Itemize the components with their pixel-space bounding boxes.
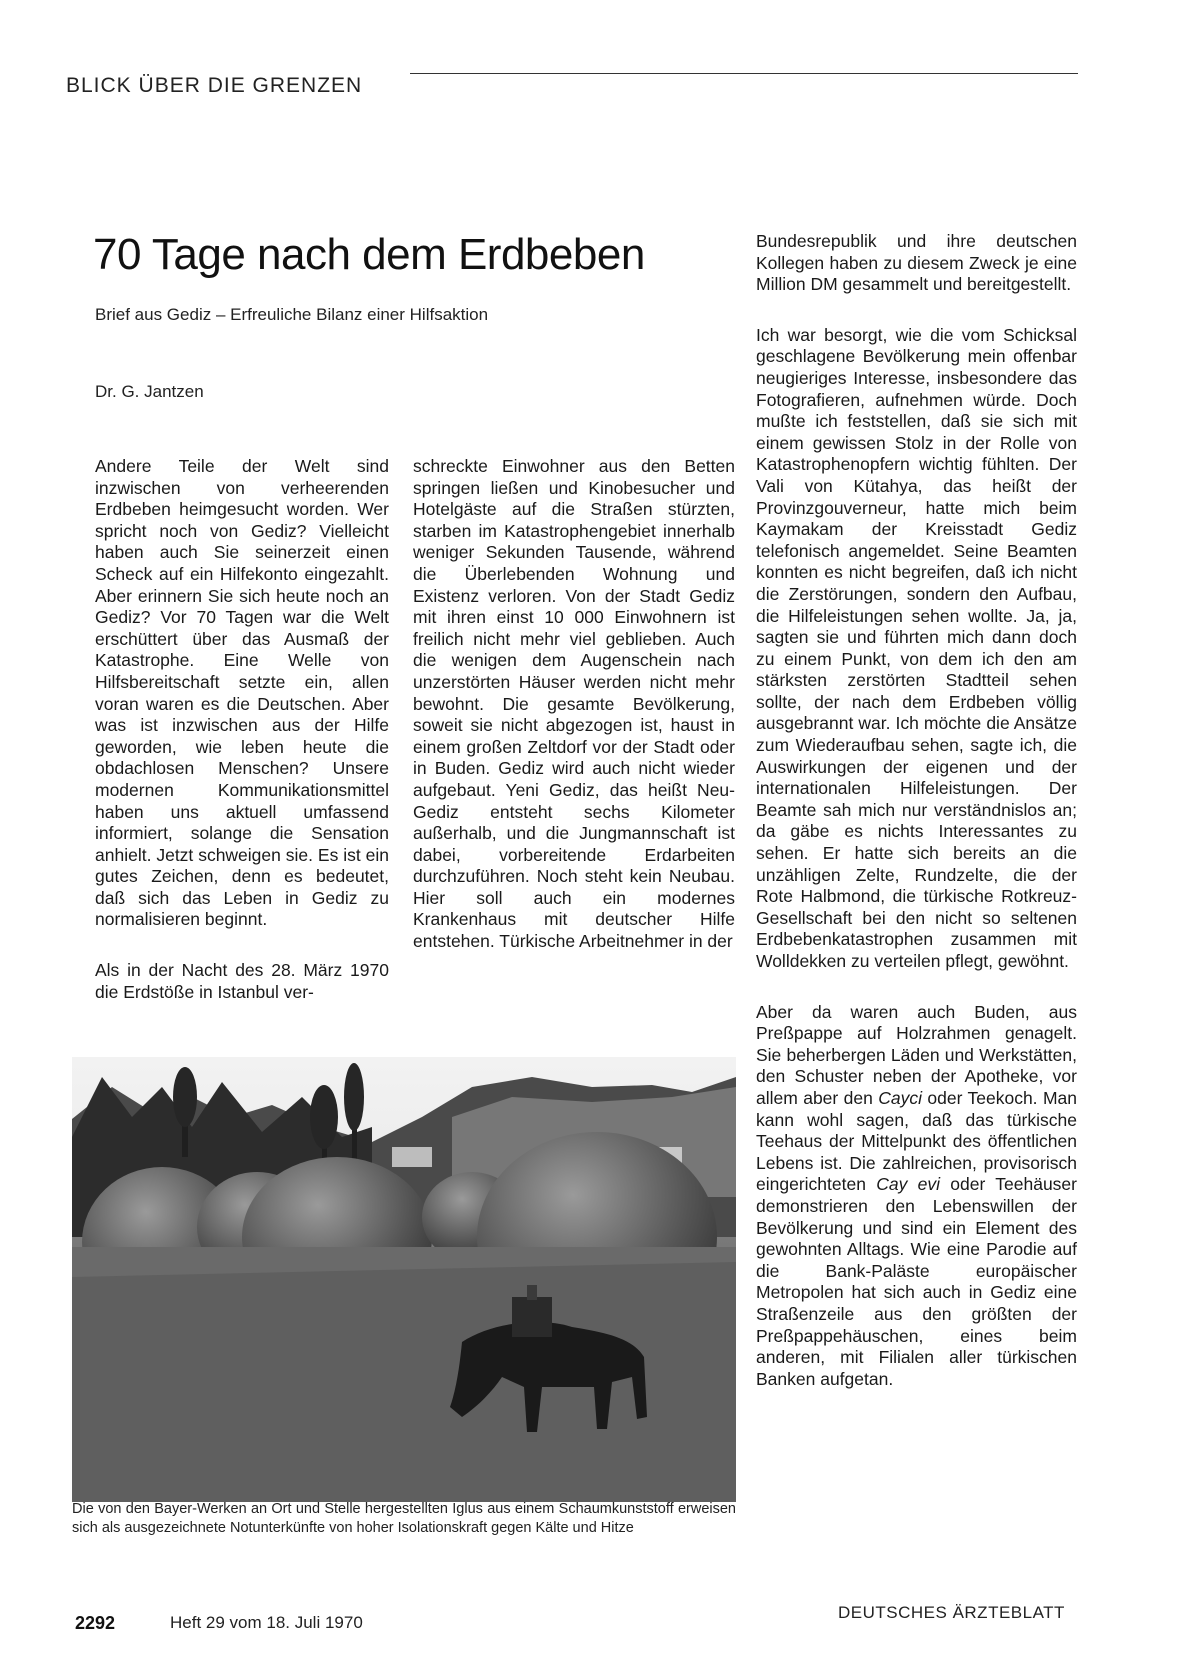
journal-name: DEUTSCHES ÄRZTEBLATT xyxy=(838,1603,1065,1622)
article-author: Dr. G. Jantzen xyxy=(95,382,204,401)
paragraph: schreckte Einwohner aus den Betten springen ließen und Kinobesucher und Hotelgäste auf die Straßen stürzten, starben im Katastrophengebiet innerhalb weniger Sekunden Tausende, während die Überlebenden Wohnung und Existenz verloren. Von der Stadt Gediz mit ihren einst 10 000 Einwohnern ist freilich nicht mehr viel geblieben. Auch die wenigen dem Augenschein nach unzerstörten Häuser werden nicht mehr bewohnt. Die gesamte Bevölkerung, soweit sie nicht abgezogen ist, haust in einem großen Zeltdorf vor der Stadt oder in Buden. Gediz wird auch nicht wieder aufgebaut. Yeni Gediz, das heißt Neu-Gediz entsteht sechs Kilometer außerhalb, und die Jungmannschaft ist dabei, vorbereitende Erdarbeiten durchzuführen. Noch steht kein Neubau. Hier soll auch ein modernes Krankenhaus mit deutscher Hilfe entstehen. Türkische Arbeitnehmer in der xyxy=(413,456,735,952)
text-column-3 xyxy=(756,231,1077,1390)
issue-info: Heft 29 vom 18. Juli 1970 xyxy=(170,1613,363,1632)
paragraph: Bundesrepublik und ihre deutschen Kollegen haben zu diesem Zweck je eine Million DM gesammelt und bereitgestellt. xyxy=(756,231,1077,295)
text-run: oder Teehäuser demonstrieren den Lebenswillen der Bevölkerung und sind ein Element des gewohnten Alltags. Wie eine Parodie auf die Bank-Paläste europäischer Metropolen hat sich auch in Gediz eine Straßenzeile aus den größten der Preßpappehäuschen, eines beim anderen, mit Filialen aller türkischen Banken aufgetan. xyxy=(756,1174,1077,1389)
text-run: Aber da waren auch Buden, aus Preßpappe auf Holzrahmen genagelt. Sie beherbergen Läden und Werkstätten, den Schuster neben der Apotheke, vor allem aber den xyxy=(756,1001,1077,1108)
article-subtitle: Brief aus Gediz – Erfreuliche Bilanz einer Hilfsaktion xyxy=(95,305,489,324)
article-title: 70 Tage nach dem Erdbeben xyxy=(93,230,645,279)
paragraph xyxy=(756,1002,1077,1391)
paragraph: Als in der Nacht des 28. März 1970 die Erdstöße in Istanbul ver- xyxy=(95,960,389,1002)
text-column-2 xyxy=(413,456,735,953)
photo-caption: Die von den Bayer-Werken an Ort und Stelle hergestellten Iglus aus einem Schaumkunststoff erweisen sich als ausgezeichnete Notunterkünfte von hoher Isolationskraft gegen Kälte und Hitze xyxy=(72,1501,736,1536)
igloo-camp-photo xyxy=(72,1057,736,1502)
header-rule xyxy=(410,73,1078,74)
text-column-1 xyxy=(95,456,389,1003)
page-number: 2292 xyxy=(75,1613,116,1633)
italic-term-cayci: Cayci xyxy=(878,1087,922,1108)
paragraph: Andere Teile der Welt sind inzwischen von verheerenden Erdbeben heimgesucht worden. Wer spricht noch von Gediz? Vielleicht haben auch Sie seinerzeit einen Scheck auf ein Hilfekonto eingezahlt. Aber erinnern Sie sich heute noch an Gediz? Vor 70 Tagen war die Welt erschüttert über das Ausmaß der Katastrophe. Eine Welle von Hilfsbereitschaft setzte ein, allen voran waren es die Deutschen. Aber was ist inzwischen aus der Hilfe geworden, wie leben heute die obdachlosen Menschen? Unsere modernen Kommunikationsmittel haben uns aktuell umfassend informiert, solange die Sensation anhielt. Jetzt schweigen sie. Es ist ein gutes Zeichen, denn es bedeutet, daß sich das Leben in Gediz zu normalisieren beginnt. xyxy=(95,456,389,930)
paragraph: Ich war besorgt, wie die vom Schicksal geschlagene Bevölkerung mein offenbar neugieriges Interesse, insbesondere das Fotografieren, aufnehmen würde. Doch mußte ich feststellen, daß sie sich mit einem gewissen Stolz in der Rolle von Katastrophenopfern wichtig fühlten. Der Vali von Kütahya, das heißt der Provinzgouverneur, hatte mich beim Kaymakam der Kreisstadt Gediz telefonisch angemeldet. Seine Beamten konnten es nicht begreifen, daß ich nicht die Zerstörungen, sondern den Aufbau, die Hilfeleistungen sehen wollte. Ja, ja, sagten sie und führten mich dann doch zu einem Punkt, von dem ich den am stärksten zerstörten Stadtteil sehen sollte, der nach dem Erdbeben völlig ausgebrannt war. Ich möchte die Ansätze zum Wiederaufbau sehen, sagte ich, die Auswirkungen der eigenen und der internationalen Hilfeleistungen. Der Beamte sah mich nur verständnislos an; da gäbe es nichts Interessantes zu sehen. Er hatte sich bereits an die unzähligen Zelte, Rundzelte, die der Rote Halbmond, die türkische Rotkreuz-Gesellschaft bei den nicht so seltenen Erdbebenkatastrophen zusammen mit Wolldekken zu verteilen pflegt, gewöhnt. xyxy=(756,324,1077,971)
section-label: BLICK ÜBER DIE GRENZEN xyxy=(66,74,363,97)
text-run: oder Teekoch. Man kann wohl sagen, daß das türkische Teehaus der Mittelpunkt des öffentlichen Lebens ist. Die zahlreichen, provisorisch eingerichteten xyxy=(756,1087,1077,1195)
italic-term-cay-evi: Cay evi xyxy=(876,1174,940,1195)
